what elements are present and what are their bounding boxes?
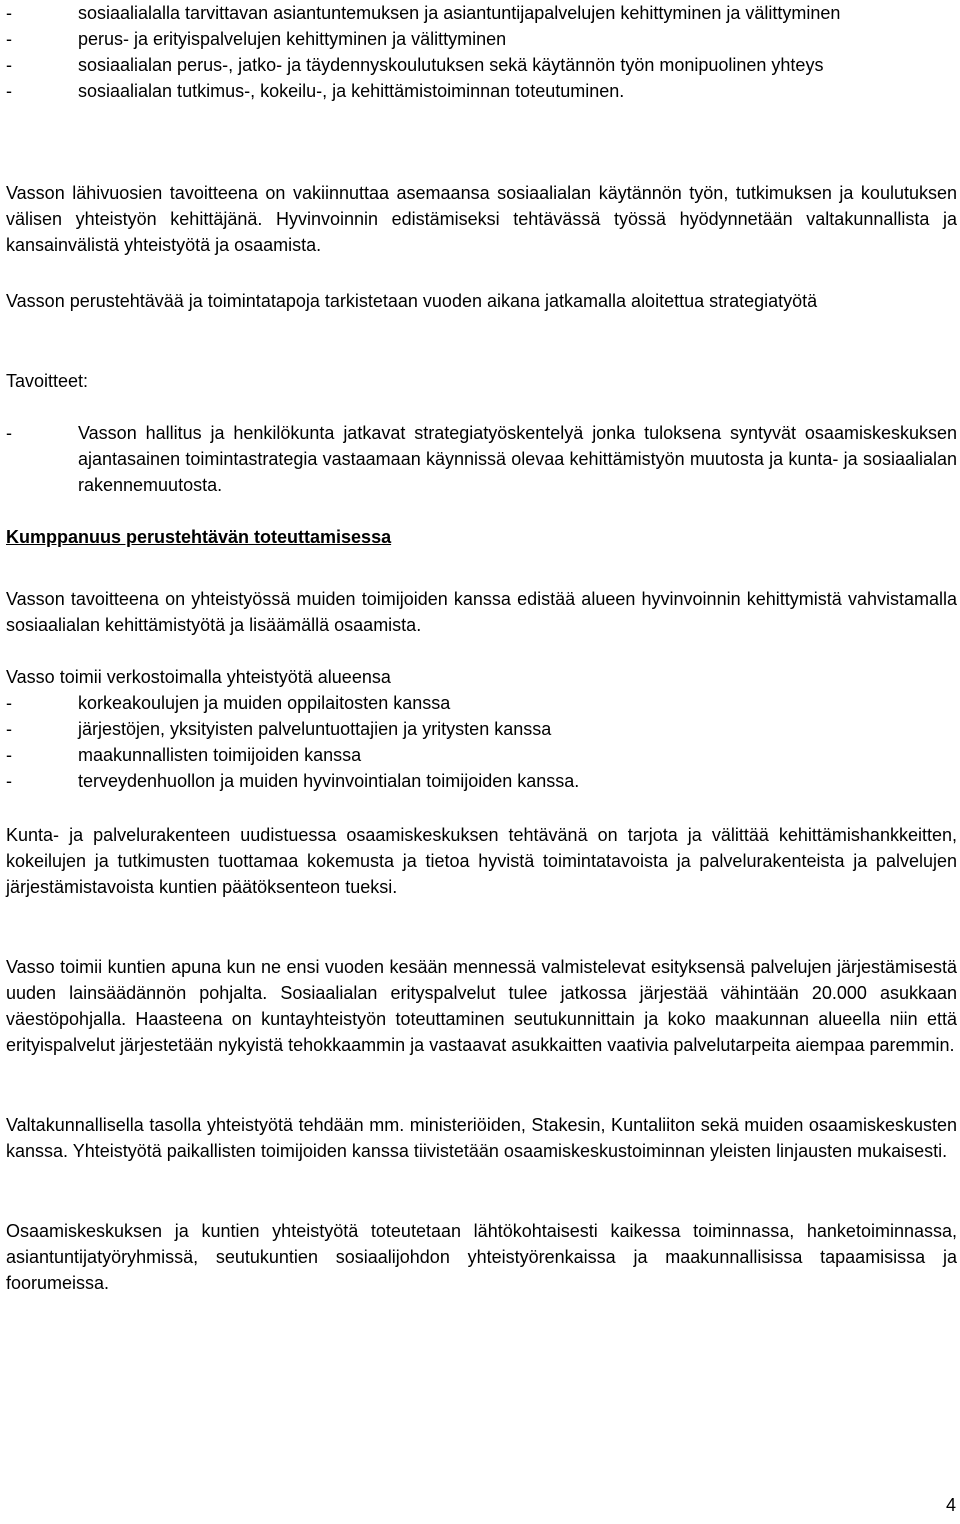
- list-item: - sosiaalialan tutkimus-, kokeilu-, ja kehittämistoiminnan toteutuminen.: [6, 78, 957, 104]
- paragraph-goals-intro: Vasson lähivuosien tavoitteena on vakiinnuttaa asemaansa sosiaalialan käytännön työn, tutkimuksen ja koulutuksen välisen yhteistyön kehittäjänä. Hyvinvoinnin edistämiseksi tehtävässä työssä hyödynnetään valtakunnallista ja kansainvälistä yhteistyötä ja osaamista.: [6, 183, 957, 255]
- paragraph-national-cooperation: Valtakunnallisella tasolla yhteistyötä tehdään mm. ministeriöiden, Stakesin, Kuntaliiton sekä muiden osaamiskeskusten kanssa. Yhteistyötä paikallisten toimijoiden kanssa tiivistetään osaamiskeskustoiminnan yleisten linjausten mukaisesti.: [6, 1115, 957, 1161]
- list-item: - korkeakoulujen ja muiden oppilaitosten kanssa: [6, 690, 957, 716]
- paragraph-partnership: Vasson tavoitteena on yhteistyössä muiden toimijoiden kanssa edistää alueen hyvinvoinnin kehittymistä vahvistamalla sosiaalialan kehittämistyötä ja lisäämällä osaamista.: [6, 589, 957, 635]
- paragraph-network-intro: Vasso toimii verkostoimalla yhteistyötä alueensa: [6, 667, 391, 687]
- list-dash: -: [6, 719, 12, 739]
- goals-label: Tavoitteet:: [6, 371, 89, 391]
- section-heading: Kumppanuus perustehtävän toteuttamisessa: [6, 527, 392, 547]
- network-list: [6, 690, 957, 794]
- list-item: - sosiaalialalla tarvittavan asiantuntemuksen ja asiantuntijapalvelujen kehittyminen ja välittyminen: [6, 0, 957, 26]
- list-item: - Vasson hallitus ja henkilökunta jatkavat strategiatyöskentelyä jonka tuloksena syntyvät osaamiskeskuksen ajantasainen toimintastrategia vastaamaan käynnissä olevaa kehittämistyön muutosta ja kunta- ja sosiaalialan rakennemuutosta.: [6, 420, 957, 498]
- list-item: - sosiaalialan perus-, jatko- ja täydennyskoulutuksen sekä käytännön työn monipuolinen yhteys: [6, 52, 957, 78]
- list-dash: -: [6, 81, 12, 101]
- list-item: - terveydenhuollon ja muiden hyvinvointialan toimijoiden kanssa.: [6, 768, 957, 794]
- list-dash: -: [6, 423, 12, 443]
- goals-list: [6, 420, 957, 498]
- paragraph-reform: Kunta- ja palvelurakenteen uudistuessa osaamiskeskuksen tehtävänä on tarjota ja välittää kehittämishankkeitten, kokeilujen ja tutkimusten tuottamaa kokemusta ja tietoa hyvistä toimintatavoista ja palvelurakenteista ja palvelujen järjestämistavoista kuntien päätöksenteon tueksi.: [6, 825, 957, 897]
- list-dash: -: [6, 771, 12, 791]
- list-item: - järjestöjen, yksityisten palveluntuottajien ja yritysten kanssa: [6, 716, 957, 742]
- list-dash: -: [6, 3, 12, 23]
- paragraph-municipal-cooperation: Osaamiskeskuksen ja kuntien yhteistyötä toteutetaan lähtökohtaisesti kaikessa toiminnassa, hanketoiminnassa, asiantuntijatyöryhmissä, seutukuntien sosiaalijohdon yhteistyörenkaissa ja maakunnallisissa tapaamisissa ja foorumeissa.: [6, 1221, 957, 1293]
- page-number: 4: [945, 1495, 956, 1515]
- paragraph-municipal-support: Vasso toimii kuntien apuna kun ne ensi vuoden kesään mennessä valmistelevat esityksensä palvelujen järjestämisestä uuden lainsäädännön pohjalta. Sosiaalialan erityspalvelut tulee jatkossa järjestää vähintään 20.000 asukkaan väestöpohjalla. Haasteena on kuntayhteistyön toteuttaminen seutukunnittain ja koko maakunnan alueella niin että erityispalvelut järjestetään nykyistä tehokkaammin ja vastaavat asukkaitten vaativia palvelutarpeita aiempaa paremmin.: [6, 957, 957, 1055]
- list-dash: -: [6, 693, 12, 713]
- list-item: - perus- ja erityispalvelujen kehittyminen ja välittyminen: [6, 26, 957, 52]
- list-dash: -: [6, 29, 12, 49]
- list-dash: -: [6, 55, 12, 75]
- list-dash: -: [6, 745, 12, 765]
- list-item: - maakunnallisten toimijoiden kanssa: [6, 742, 957, 768]
- paragraph-strategy: Vasson perustehtävää ja toimintatapoja tarkistetaan vuoden aikana jatkamalla aloitettua strategiatyötä: [6, 291, 818, 311]
- top-list: [6, 0, 957, 104]
